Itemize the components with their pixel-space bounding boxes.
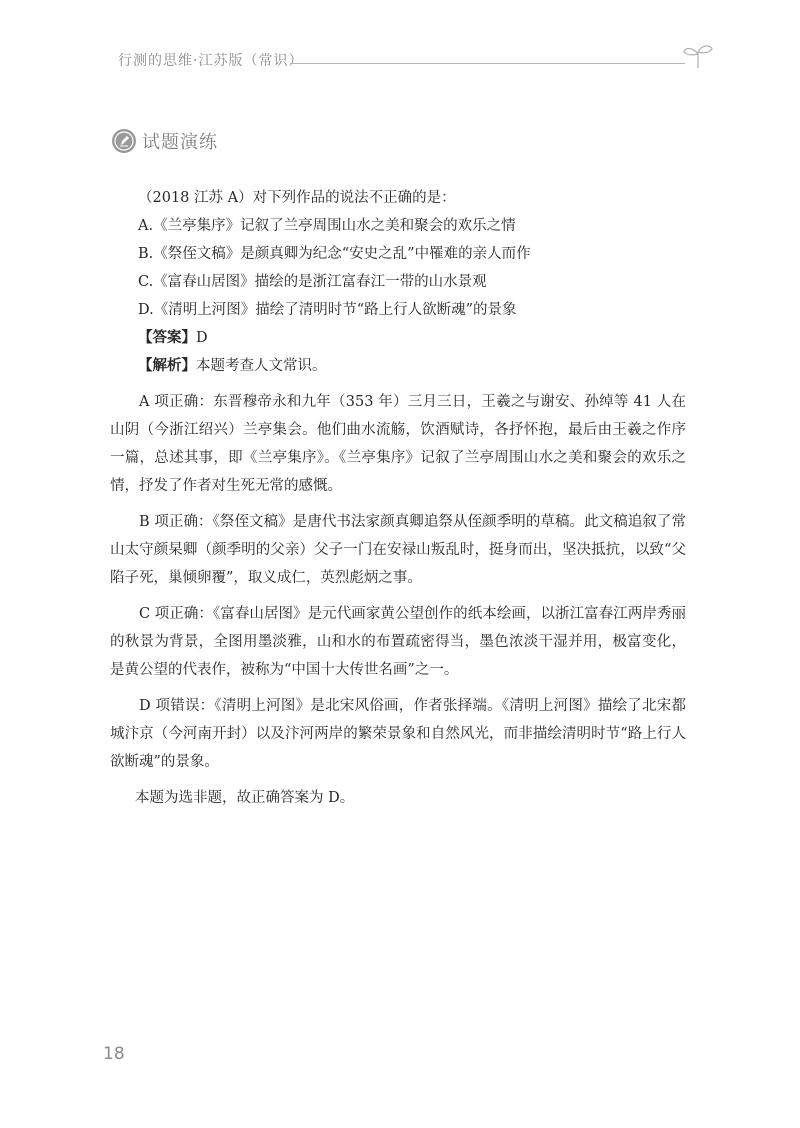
pen-icon — [112, 129, 136, 153]
option-b: B.《祭侄文稿》是颜真卿为纪念“安史之乱”中罹难的亲人而作 — [138, 246, 531, 262]
option-d: D.《清明上河图》描绘了清明时节“路上行人欲断魂”的景象 — [138, 302, 517, 318]
header-rule — [290, 63, 685, 64]
option-c: C.《富春山居图》描绘的是浙江富春江一带的山水景观 — [138, 274, 487, 290]
analysis-label: 【解析】 — [138, 358, 196, 374]
analysis-paragraph-b: B 项正确：《祭侄文稿》是唐代书法家颜真卿追祭从侄颜季明的草稿。此文稿追叙了常山太守颜杲卿（颜季明的父亲）父子一门在安禄山叛乱时，挺身而出，坚决抵抗，以致“父陷子死，巢倾卵覆”，取义成仁，英烈彪炳之事。 — [110, 514, 686, 586]
section-heading — [112, 128, 218, 154]
page-number: 18 — [103, 1044, 125, 1064]
analysis-paragraph-c: C 项正确：《富春山居图》是元代画家黄公望创作的纸本绘画，以浙江富春江两岸秀丽的秋景为背景，全图用墨淡雅，山和水的布置疏密得当，墨色浓淡干湿并用，极富变化，是黄公望的代表作，被称为“中国十大传世名画”之一。 — [110, 606, 686, 678]
analysis-paragraph-d: D 项错误：《清明上河图》是北宋风俗画，作者张择端。《清明上河图》描绘了北宋都城汴京（今河南开封）以及汴河两岸的繁荣景象和自然风光，而非描绘清明时节“路上行人欲断魂”的景象。 — [110, 698, 686, 770]
option-a: A.《兰亭集序》记叙了兰亭周围山水之美和聚会的欢乐之情 — [138, 218, 516, 234]
analysis-intro: 本题考查人文常识。 — [196, 358, 327, 374]
question-content — [110, 184, 686, 812]
analysis-paragraph-a: A 项正确：东晋穆帝永和九年（353 年）三月三日，王羲之与谢安、孙绰等 41 人在山阴（今浙江绍兴）兰亭集会。他们曲水流觞，饮酒赋诗，各抒怀抱，最后由王羲之作序一篇，总述其事，即《兰亭集序》。《兰亭集序》记叙了兰亭周围山水之美和聚会的欢乐之情，抒发了作者对生死无常的感慨。 — [110, 394, 686, 494]
sprout-icon — [678, 42, 718, 70]
answer-line — [138, 324, 686, 352]
running-header — [118, 50, 718, 74]
analysis-line — [138, 352, 686, 380]
section-title: 试题演练 — [142, 132, 218, 153]
answer-label: 【答案】 — [138, 330, 196, 346]
question-stem: （2018 江苏 A）对下列作品的说法不正确的是： — [138, 190, 456, 206]
answer-value: D — [196, 330, 208, 346]
analysis-conclusion: 本题为选非题，故正确答案为 D。 — [135, 790, 355, 806]
running-title: 行测的思维·江苏版（常识） — [118, 53, 304, 69]
